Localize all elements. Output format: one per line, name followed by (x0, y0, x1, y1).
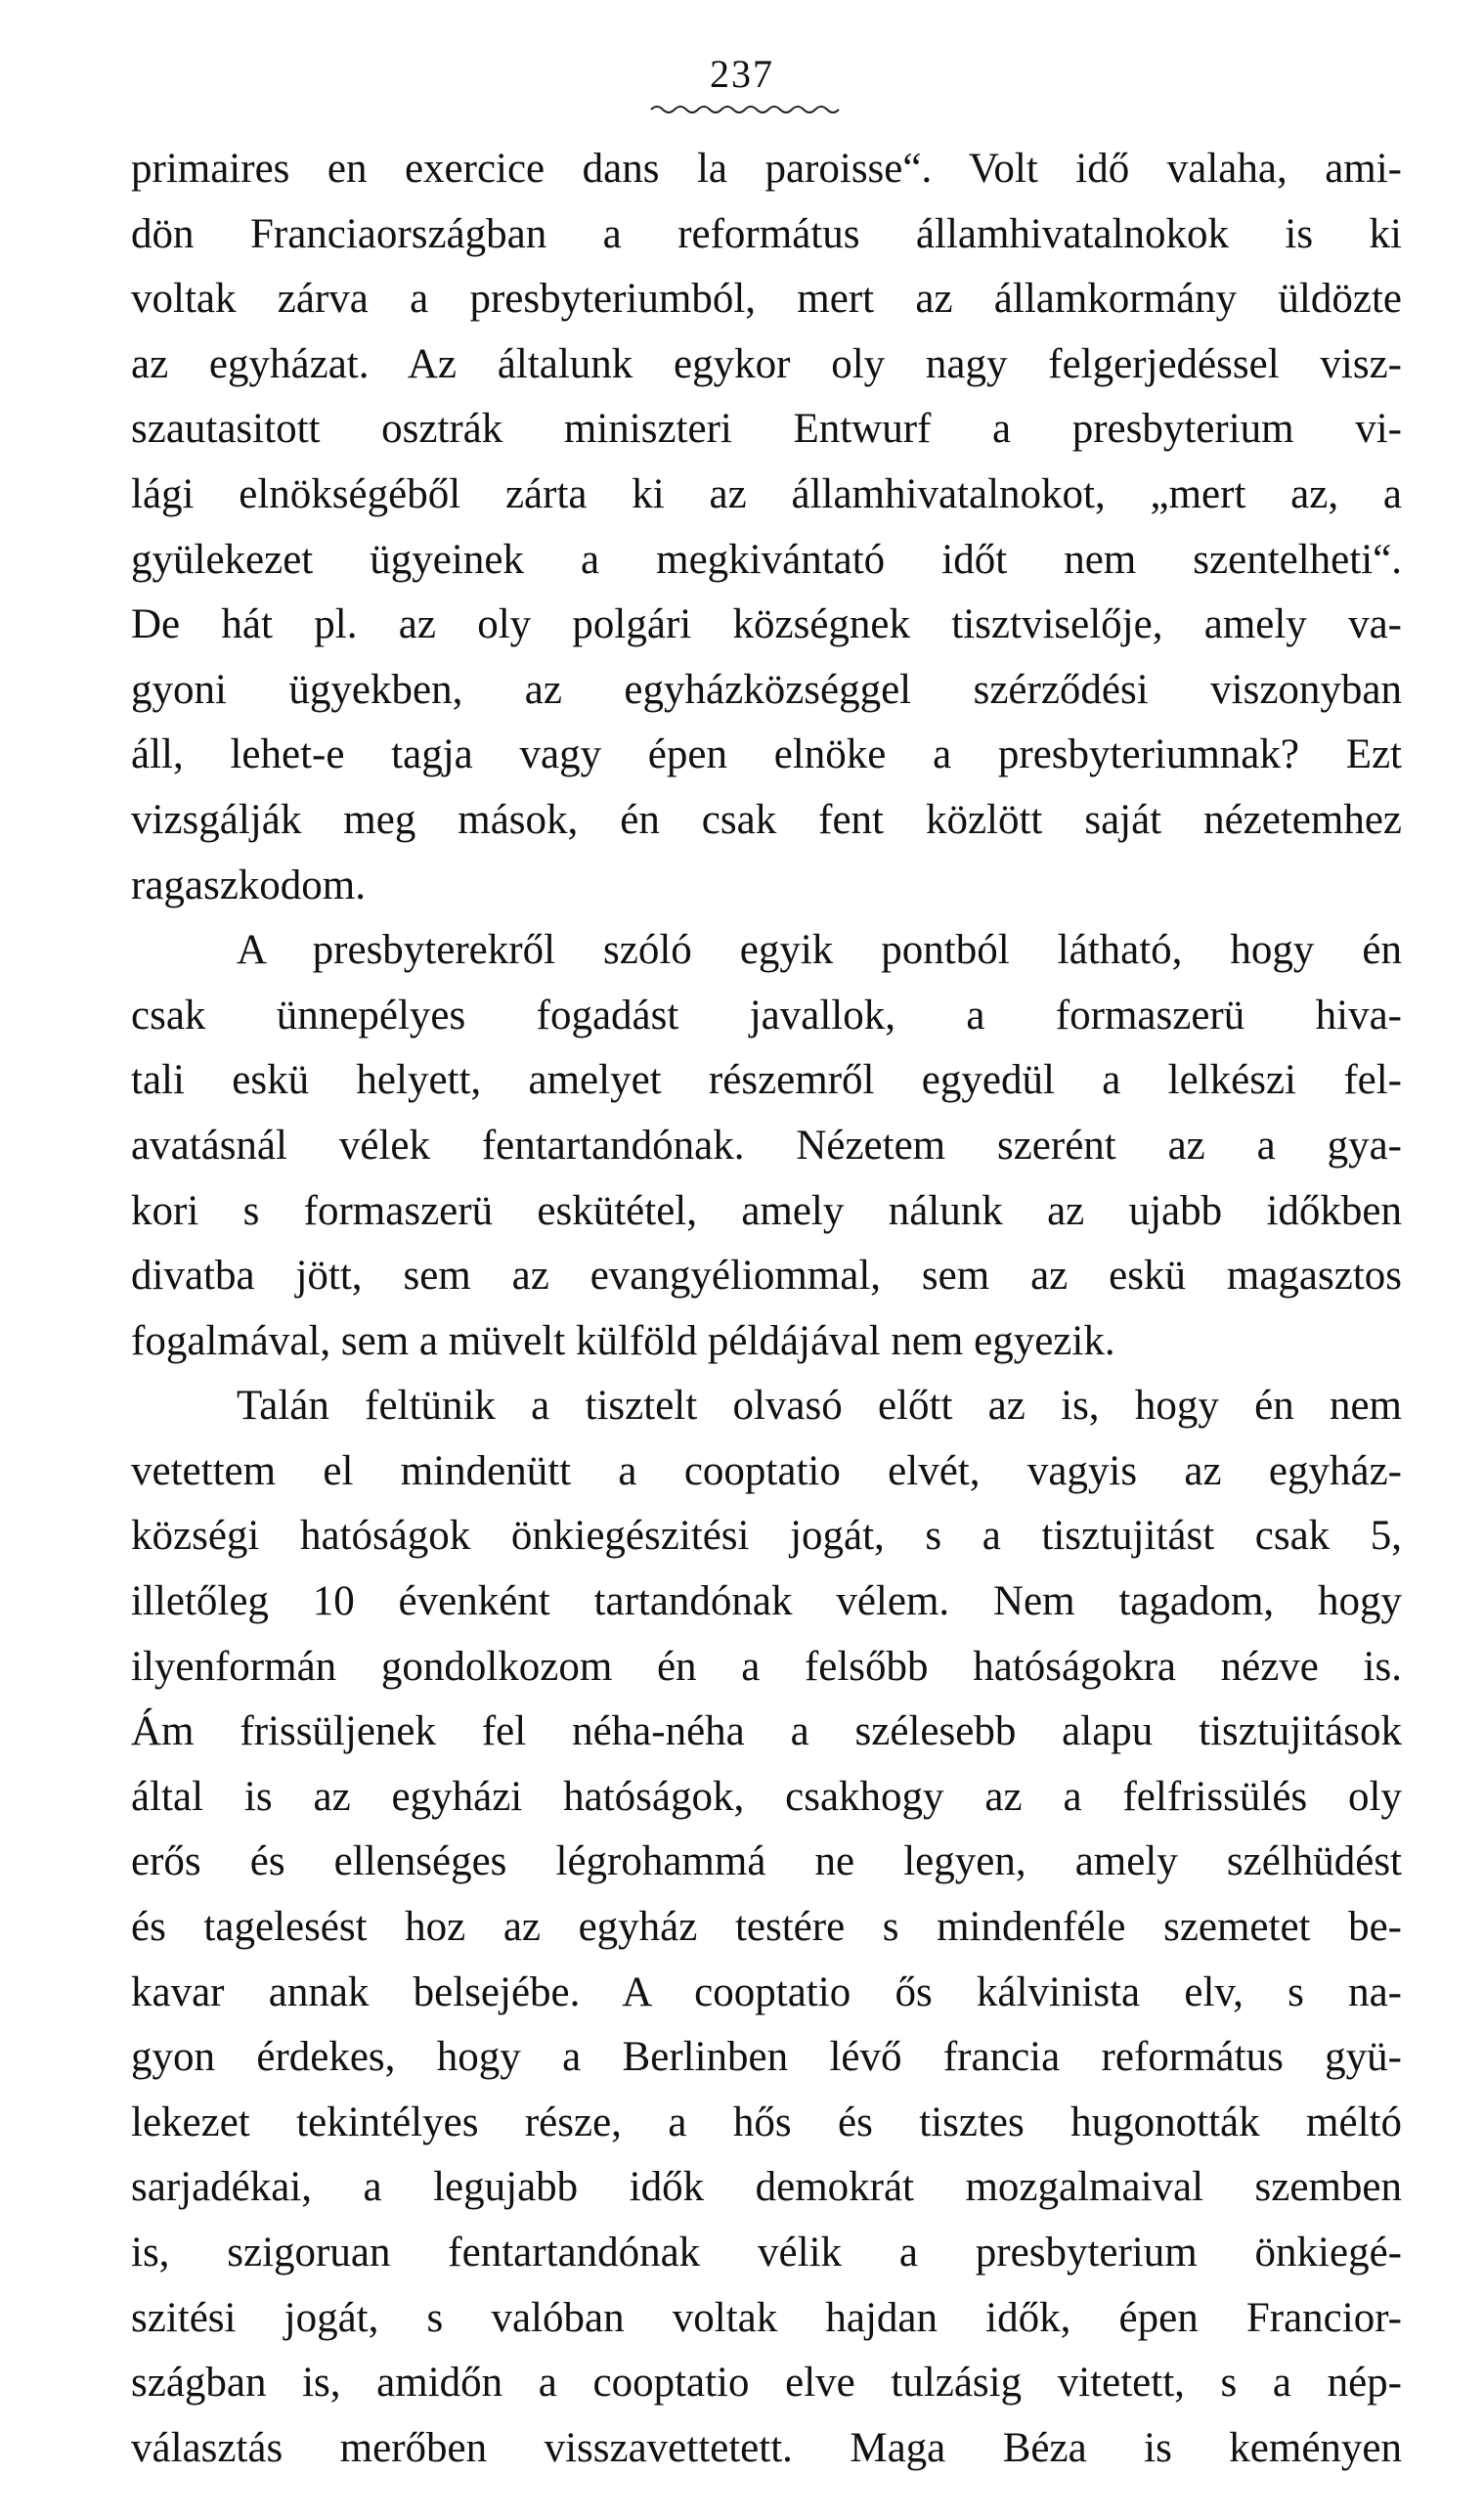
text-line: primaires en exercice dans la paroisse“. Volt idő valaha, ami- (131, 146, 1402, 192)
page-number: 237 (710, 52, 774, 96)
text-line: tali eskü helyett, amelyet részemről egyedül a lelkészi fel- (131, 1057, 1402, 1104)
body-text (131, 137, 1402, 2481)
text-line: ragaszkodom. (131, 862, 367, 908)
text-line: Talán feltünik a tisztelt olvasó előtt az is, hogy én nem (237, 1383, 1402, 1430)
text-line: áll, lehet-e tagja vagy épen elnöke a presbyteriumnak? Ezt (131, 731, 1402, 778)
text-line: is, szigoruan fentartandónak vélik a presbyterium önkiegé- (131, 2230, 1402, 2276)
text-line: vetettem el mindenütt a cooptatio elvét, vagyis az egyház- (131, 1447, 1402, 1494)
text-line: az egyházat. Az általunk egykor oly nagy felgerjedéssel visz- (131, 340, 1402, 387)
text-line: szitési jogát, s valóban voltak hajdan idők, épen Francior- (131, 2294, 1402, 2341)
text-line: dön Franciaországban a református államhivatalnokok is ki (131, 210, 1402, 257)
text-line: ilyenformán gondolkozom én a felsőbb hatóságokra nézve is. (131, 1643, 1402, 1690)
text-line: illetőleg 10 évenként tartandónak vélem. Nem tagadom, hogy (131, 1578, 1402, 1625)
text-line: gyülekezet ügyeinek a megkivántató időt nem szentelheti“. (131, 536, 1402, 583)
text-line: erős és ellenséges légrohammá ne legyen, amely szélhüdést (131, 1838, 1402, 1885)
text-line: csak ünnepélyes fogadást javallok, a formaszerü hiva- (131, 992, 1402, 1039)
text-line: voltak zárva a presbyteriumból, mert az államkormány üldözte (131, 276, 1402, 323)
text-line: fogalmával, sem a müvelt külföld példájával nem egyezik. (131, 1317, 1115, 1364)
text-line: lekezet tekintélyes része, a hős és tisztes hugonották méltó (131, 2099, 1402, 2145)
text-line: gyon érdekes, hogy a Berlinben lévő francia református gyü- (131, 2034, 1402, 2081)
text-line: divatba jött, sem az evangyéliommal, sem az eskü magasztos (131, 1253, 1402, 1300)
text-line: De hát pl. az oly polgári községnek tisztviselője, amely va- (131, 601, 1402, 648)
text-line: kori s formaszerü eskütétel, amely nálunk az ujabb időkben (131, 1187, 1402, 1234)
text-line: szautasitott osztrák miniszteri Entwurf a presbyterium vi- (131, 406, 1402, 453)
text-line: által is az egyházi hatóságok, csakhogy az a felfrissülés oly (131, 1773, 1402, 1820)
text-line: és tagelesést hoz az egyház testére s mindenféle szemetet be- (131, 1904, 1402, 1951)
text-line: A presbyterekről szóló egyik pontból látható, hogy én (237, 927, 1402, 974)
text-line: avatásnál vélek fentartandónak. Nézetem szerént az a gya- (131, 1122, 1402, 1169)
text-line: választás merőben visszavettetett. Maga Béza is keményen (131, 2424, 1402, 2471)
text-line: lági elnökségéből zárta ki az államhivatalnokot, „mert az, a (131, 470, 1402, 517)
text-line: Ám frissüljenek fel néha-néha a szélesebb alapu tisztujitások (131, 1708, 1402, 1755)
text-line: sarjadékai, a legujabb idők demokrát mozgalmaival szemben (131, 2164, 1402, 2211)
text-line: kavar annak belsejébe. A cooptatio ős kálvinista elv, s na- (131, 1968, 1402, 2015)
text-line: vizsgálják meg mások, én csak fent közlött saját nézetemhez (131, 796, 1402, 843)
text-line: gyoni ügyekben, az egyházközséggel szérződési viszonyban (131, 666, 1402, 713)
text-line: községi hatóságok önkiegészitési jogát, s a tisztujitást csak 5, (131, 1513, 1402, 1560)
page-number-underline-ornament (649, 102, 845, 115)
text-line: szágban is, amidőn a cooptatio elve tulzásig vitetett, s a nép- (131, 2360, 1402, 2407)
